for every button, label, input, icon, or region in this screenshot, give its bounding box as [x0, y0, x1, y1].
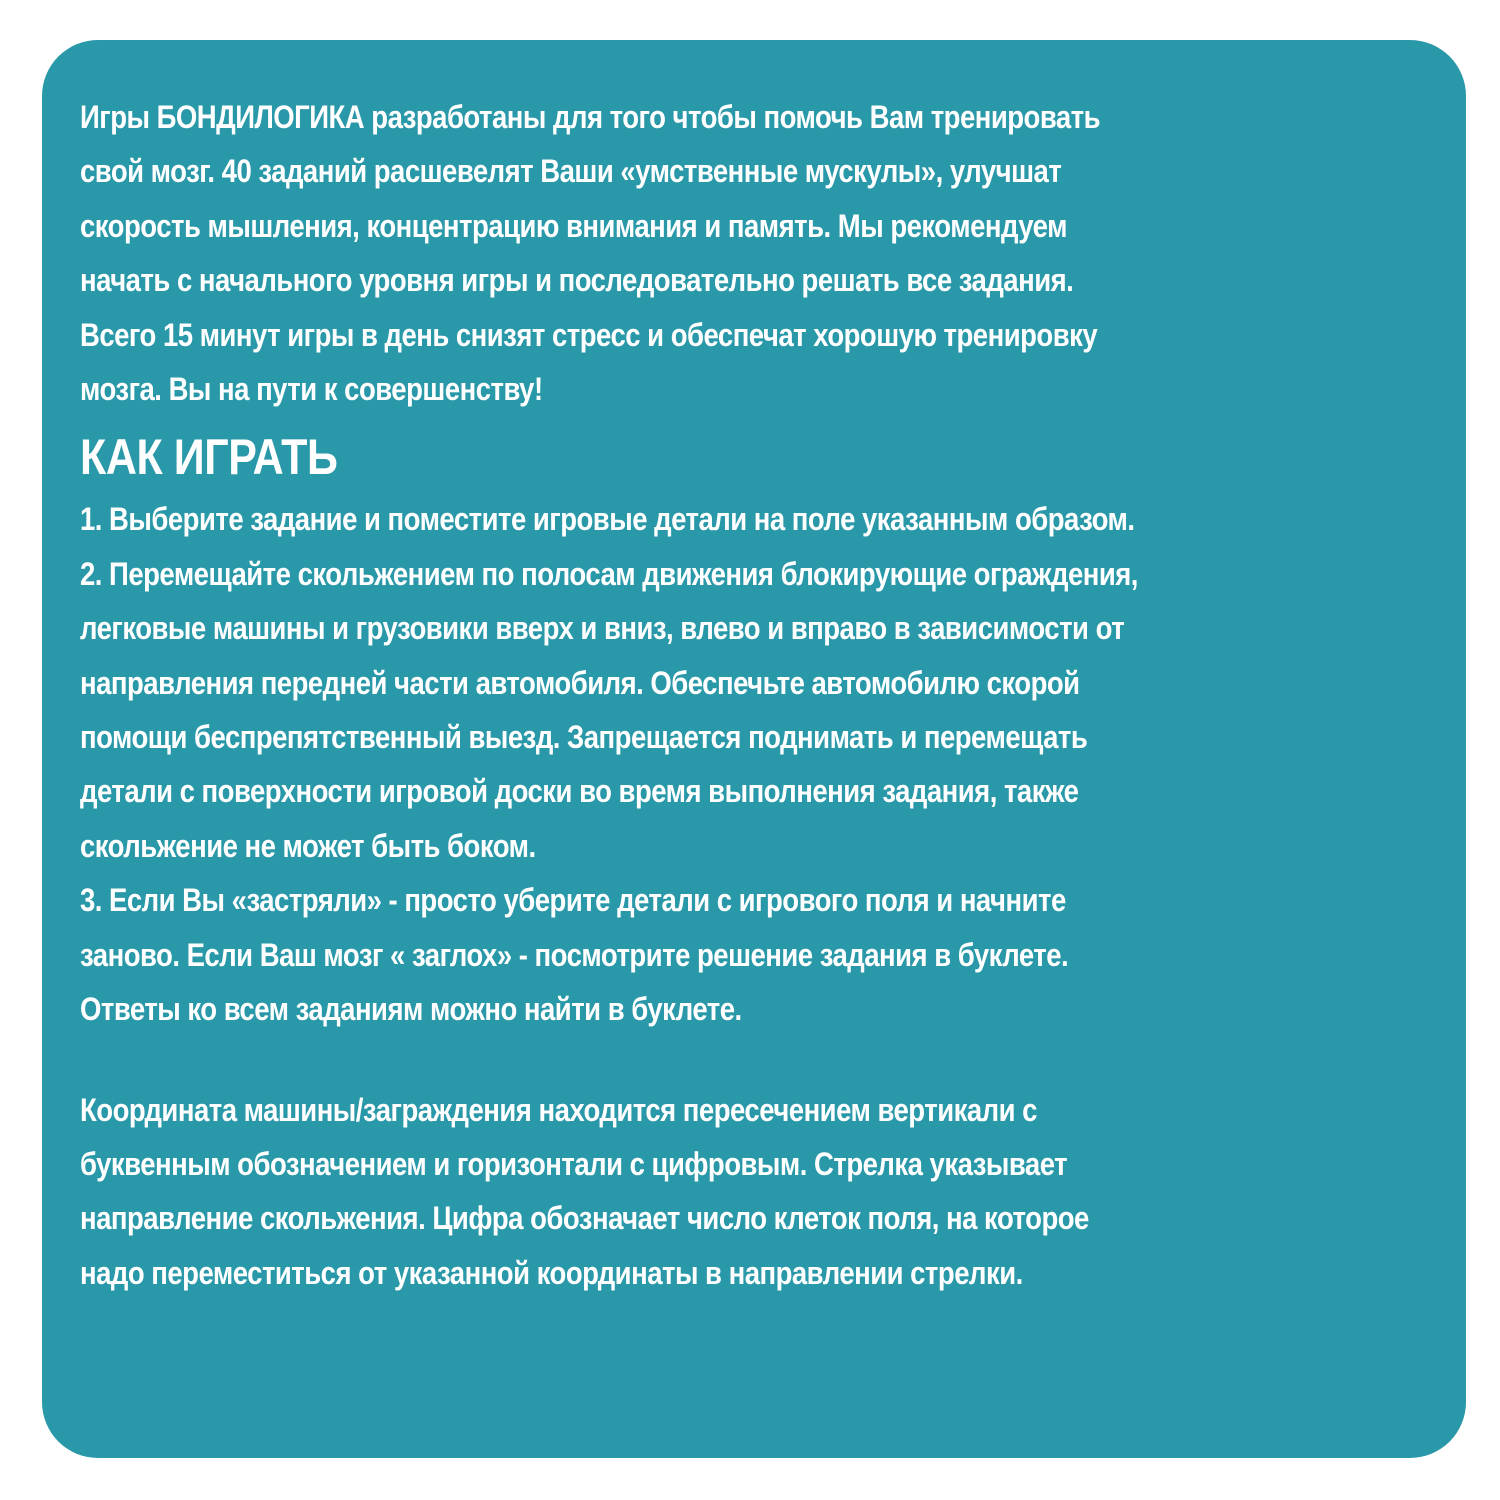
instructions-content — [80, 90, 1460, 1300]
how-to-play-heading: КАК ИГРАТЬ — [80, 429, 338, 486]
how-to-play-steps: 1. Выберите задание и поместите игровые детали на поле указанным образом. 2. Перемещайте скольжением по полосам движения блокирующие ограждения, легковые машины и грузовики вверх и вниз, влево и вправо в зависимости от направления передней части автомобиля. Обеспечьте автомобилю скорой помощи беспрепятственный выезд. Запрещается поднимать и перемещать детали с поверхности игровой доски во время выполнения задания, также скольжение не может быть боком. 3. Если Вы «застряли» - просто уберите детали с игрового поля и начните заново. Если Ваш мозг « заглох» - посмотрите решение задания в буклете. Ответы ко всем заданиям можно найти в буклете. — [80, 501, 1138, 1028]
instructions-card — [42, 40, 1466, 1458]
intro-paragraph: Игры БОНДИЛОГИКА разработаны для того чтобы помочь Вам тренировать свой мозг. 40 заданий расшевелят Ваши «умственные мускулы», улучшат скорость мышления, концентрацию внимания и память. Мы рекомендуем начать с начального уровня игры и последовательно решать все задания. Всего 15 минут игры в день снизят стресс и обеспечат хорошую тренировку мозга. Вы на пути к совершенству! — [80, 99, 1101, 408]
coordinate-legend-paragraph: Координата машины/заграждения находится пересечением вертикали с буквенным обозначением и горизонтали с цифровым. Стрелка указывает направление скольжения. Цифра обозначает число клеток поля, на которое надо переместиться от указанной координаты в направлении стрелки. — [80, 1091, 1089, 1291]
